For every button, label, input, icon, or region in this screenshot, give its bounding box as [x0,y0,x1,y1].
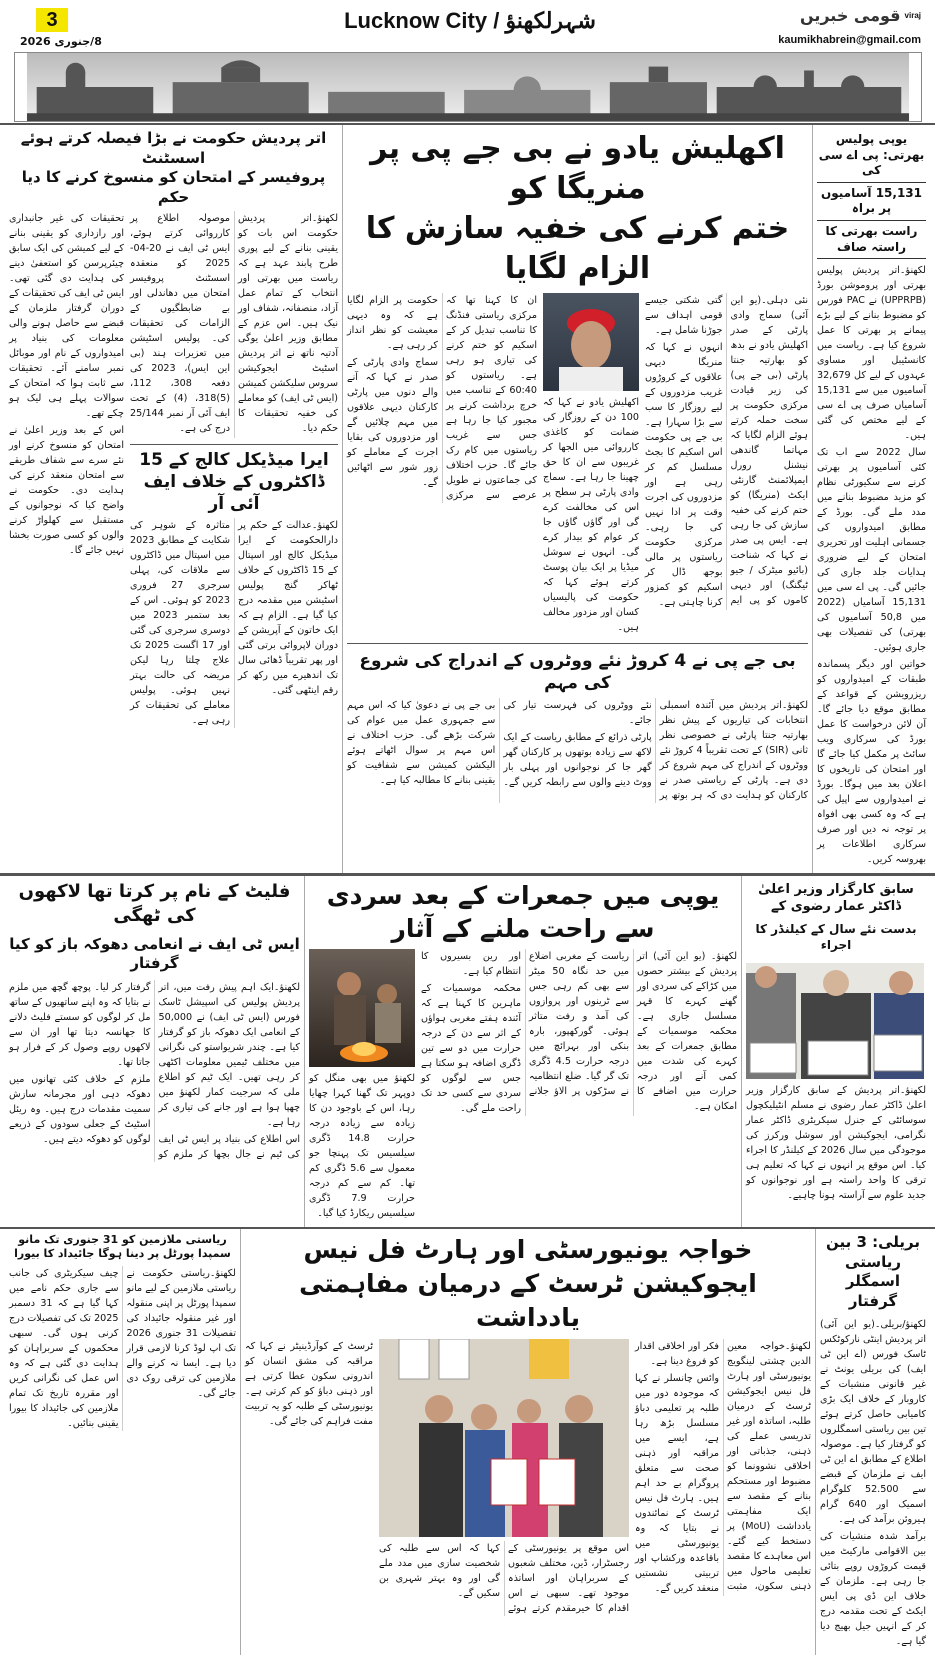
calendar-release-photo [746,963,924,1079]
article-manav-sampada-portal [5,1229,241,1655]
khwaja-photo-block [379,1339,629,1616]
article-khwaja-university-mou [241,1229,816,1655]
issue-date: 8/جنوری 2026 [20,35,102,48]
paragraph: ان کا کہنا تھا کہ مرکزی ریاستی فنڈنگ کا تناسب تبدیل کر کے اسکیم کو ختم کرنے کی تیاری ہو رہی ہے۔ ریاستوں کو 60:40 کے تناسب میں خرچ برداشت کرنے پر مجبور کیا جا رہا ہے جس سے غریب ریاستوں میں کام رک جائے گا۔ حزب اختلاف کی جماعتوں نے طویل عرصے سے مرکزی حکومت پر الزام لگایا ہے کہ وہ دیہی معیشت کو نظر انداز کر رہی ہے۔ [347,295,537,501]
paragraph: لکھنؤ میں بھی منگل کو دوپہر تک گھنا کہرا چھایا رہا، اس کے باوجود دن کا زیادہ سے زیادہ درجہ حرارت 14.8 ڈگری سیلسیس تک پہنچا جو معمول سے 5.6 ڈگری کم تھا۔ کم سے کم درجہ حرارت 7.9 ڈگری سیلسیس ریکارڈ کیا گیا۔ [309,1073,415,1220]
headline-line: سابق کارگزار وزیر اعلیٰ ڈاکٹر عمار رضوی کے [758,882,914,915]
paragraph: تحقیقات کی غیر جانبداری اور رازداری کو یقینی بنانے کے لیے کمیشن کی ایک سابق چیئرپرسن کو استعفیٰ دینے کی ہدایت دی گئی تھی۔ ایس ٹی ایف کی تحقیقات کے دوران گرفتار ملزمان کے قبضے سے حاصل ہونے والی معلومات کی بنیاد پر امیدواروں کے نام اور موبائل نمبر سامنے آئے۔ تحقیقات سے ثابت ہوا کہ امتحان کے سوالات پہلے ہی لیک ہو چکے تھے۔ [9,213,124,419]
article-body [347,698,808,803]
paragraph: سال 2022 سے اب تک کئی آسامیوں پر بھرتی کرنے سے سکیورٹی نظام کو مزید مضبوط بنانے میں مدد ملے گی۔ بورڈ کے مطابق امیدواروں کی جسمانی اہلیت اور تحریری امتحان کے لیے ضروری ہدایات جلد جاری کی جائیں گی۔ پی اے سی میں 15,131 آسامیاں (2022 میں 50,8 آسامیوں کی بھرتی) کی تفصیلات بھی جاری ہوئیں۔ [817,447,927,654]
paragraph: لکھنؤ۔ریاستی حکومت نے ریاستی ملازمین کے لیے مانو سمپدا پورٹل پر اپنی منقولہ اور غیر منقولہ جائیداد کی تفصیلات 31 جنوری 2026 تک اپ لوڈ کرنا لازمی قرار دیا ہے۔ ایسا نہ کرنے والے ملازمین کی ترقی روک دی جائے گی۔ [126,1267,237,1399]
paragraph: متاثرہ کے شوہر کی شکایت کے مطابق 2023 میں اسپتال میں ڈاکٹروں سے ملاقات کی، پہلی سرجری 27 فروری 2023 کو ہوئی۔ اس کے بعد ستمبر 2023 میں دوسری سرجری کی گئی اور 17 اگست 2025 تک علاج چلتا رہا لیکن مریضہ کی حالت بہتر نہیں ہوئی۔ پولیس معاملے کی تحقیقات کر رہی ہے۔ [130,520,231,727]
paragraph: اکھلیش یادو نے کہا کہ 100 دن کے روزگار کی ضمانت کو کاغذی کارروائی میں الجھا کر غریبوں سے ان کا حق چھینا جا رہا ہے۔ سماج وادی پارٹی ہر سطح پر اس کی مخالفت کرے گی اور گاؤں گاؤں جا کر عوام کو بیدار کرے گی۔ انہوں نے سوشل میڈیا پر ایک بیان پوسٹ کرتے ہوئے کہا کہ حکومت کی پالیسیاں کسان اور مزدور مخالف ہیں۔ [543,397,639,633]
article-body [9,211,124,560]
article-body [746,1083,926,1203]
paragraph: برآمد شدہ منشیات کی بین الاقوامی مارکیٹ میں قیمت کروڑوں روپے بتائی جا رہی ہے۔ ملزمان کے خلاف این ڈی پی ایس ایکٹ کے تحت مقدمہ درج کر کے انہیں جیل بھیج دیا گیا ہے۔ [820,1531,926,1648]
bonfire-winter-photo [309,949,415,1067]
headline: یوپی میں جمعرات کے بعد سردی سے راحت ملنے کے آثار [326,881,720,943]
paragraph: لکھنؤ۔اتر پردیش پولیس بھرتی اور پروموشن بورڈ (UPPRPB) نے PAC فورس کو مضبوط بنانے کے لیے بڑے پیمانے پر بھرتی کا عمل شروع کیا ہے۔ ریاست میں کانسٹیبل اور مساوی عہدوں کے لیے کل 32,679 آسامیوں میں سے 15,131 آسامیاں صرف پی اے سی کے لیے مختص کی گئی ہیں۔ [817,265,927,442]
headline-line: پروفیسر کے امتحان کو منسوخ کرنے کا دیا حکم [21,168,326,206]
article-flat-fraud [5,876,305,1227]
headline-line: ایرا میڈیکل کالج کے 15 [139,450,329,470]
article-body [543,395,639,635]
article-body [9,1266,236,1431]
paragraph: لکھنؤ۔اتر پردیش حکومت اس بات کو یقینی بنانے کے لیے پوری طرح پابند عہد ہے کہ ریاست میں بھرتی اور انتخاب کے تمام عمل آزاد، منصفانہ، شفاف اور نیک ہیں۔ اس عزم کے مطابق وزیر اعلیٰ یوگی آدتیہ ناتھ نے اتر پردیش اسٹیٹ ایجوکیشن سروس سلیکشن کمیشن (ایس ٹی ایف) کو معاملے کی خفیہ تحقیقات کا حکم دیا۔ [238,213,338,434]
professor-right-block [130,211,338,728]
headline-line: بریلی: 3 بین ریاستی [825,1233,921,1271]
paragraph: خواتین اور دیگر پسماندہ طبقات کے امیدواروں کو ریزرویشن کے قواعد کے مطابق موقع دیا جائے گا۔ آن لائن درخواست کا عمل بورڈ کی سرکاری ویب سائٹ پر مکمل کیا جائے گا اور امتحان کی تاریخوں کا اعلان بعد میں ہوگا۔ بورڈ نے امیدواروں سے اپیل کی ہے کہ وہ کسی بھی افواہ پر توجہ نہ دیں اور صرف سرکاری اطلاعات پر بھروسہ کریں۔ [817,659,926,866]
headline-line: بدست نئے سال کے کیلنڈر کا اجراء [755,921,917,952]
headline: بی جے پی نے 4 کروڑ نئے ووٹروں کے اندراج کی شروع کی مہم [359,651,796,694]
headline-line: ریاستی ملازمین کو 31 جنوری تک مانو [18,1233,227,1247]
paragraph: لکھنؤ۔عدالت کے حکم پر دارالحکومت کے ایرا میڈیکل کالج اور اسپتال کے 15 ڈاکٹروں کے خلاف ٹھاکر گنج پولیس اسٹیشن میں مقدمہ درج کیا گیا ہے۔ الزام ہے کہ ایک خاتون کے آپریشن کے دوران لاپروائی برتی گئی اور پھر تقریباً ڈھائی سال تک اندھیرے میں رکھ کر رقم اینٹھی گئی۔ [238,520,338,697]
headline-line: 15,131 آسامیوں پر براہ [817,183,926,221]
article-bjp-voter-drive [347,643,808,803]
mou-signing-photo [379,1339,629,1537]
headline: فلیٹ کے نام پر کرتا تھا لاکھوں کی ٹھگی [18,881,291,926]
akhilesh-yadav-photo [543,293,639,391]
article-body [817,263,926,867]
subheadline: ایس ٹی ایف نے انعامی دھوکہ باز کو کیا گرفتار [9,934,300,973]
paragraph: محکمہ موسمیات کے ماہرین کا کہنا ہے کہ آئندہ ہفتے مغربی ہواؤں کے اثر سے دن کے درجہ حرارت میں دو سے تین ڈگری اضافہ ہو سکتا ہے جس سے لوگوں کو سردی سے کسی حد تک راحت ملے گی۔ [421,983,521,1115]
paragraph: پارٹی ذرائع کے مطابق ریاست کے ایک لاکھ سے زیادہ بوتھوں پر کارکنان گھر گھر جا کر نوجوانوں اور پہلی بار ووٹ دینے والوں سے رابطہ کریں گے۔ بی جے پی نے دعویٰ کیا کہ اس مہم سے جمہوری عمل میں عوام کی شرکت بڑھے گی۔ حزب اختلاف نے اس مہم پر سوال اٹھاتے ہوئے الیکشن کمیشن سے شفافیت کو یقینی بنانے کا مطالبہ کیا ہے۔ [347,700,652,789]
paragraph: ریاست کے مغربی اضلاع میں حد نگاہ 50 میٹر سے بھی کم رہی جس سے ٹرینوں اور پروازوں کی آمد و رفت متاثر ہوئی۔ گورکھپور، بارہ بنکی اور بہرائچ میں درجہ حرارت 4.5 ڈگری تک گر گیا۔ ضلع انتظامیہ نے سڑکوں پر الاؤ جلانے اور رین بسیروں کا انتظام کیا ہے۔ [421,951,629,1098]
lucknow-skyline-banner [14,52,922,122]
paragraph: لکھنؤ۔ (یو این آئی) اتر پردیش کے بیشتر حصوں میں کڑاکے کی سردی اور گھنے کہرے کا قہر مسلسل جاری ہے۔ محکمہ موسمیات کے مطابق جمعرات کے بعد کہرے کی شدت میں کمی آنے اور درجہ حرارت میں اضافے کا امکان ہے۔ [637,951,737,1113]
article-ammar-rizvi-calendar [742,876,930,1227]
headline-line: اکھلیش یادو نے بی جے پی پر منریگا کو [370,131,785,206]
middle-section [5,876,930,1227]
paragraph: لکھنؤ۔خواجہ معین الدین چشتی لینگویج یونیورسٹی اور ہارٹ فل نیس ایجوکیشن ٹرسٹ کے درمیان طلبہ، اساتذہ اور غیر تدریسی عملے کی ذہنی، جذباتی اور اخلاقی نشوونما کو مضبوط اور مستحکم بنانے کے مقصد سے ایک مفاہمتی یادداشت (MoU) پر دستخط کیے گئے۔ اس معاہدے کا مقصد تعلیمی ماحول میں ذہنی سکون، مثبت فکر اور اخلاقی اقدار کو فروغ دینا ہے۔ [635,1341,811,1593]
paragraph: سماج وادی پارٹی کے صدر نے کہا کہ آنے والے دنوں میں پارٹی کارکنان دیہی علاقوں میں مہم چلائیں گے اور مزدوروں کی بقایا اجرت کے معاملے کو زور شور سے اٹھائیں گے۔ [347,357,438,488]
logo-text: قومی خبریں [799,6,901,25]
paragraph: ٹرسٹ کے کوآرڈینیٹر نے کہا کہ مراقبہ کی مشق انسان کو اندرونی سکون عطا کرتی ہے اور ذہنی دباؤ کو کم کرتی ہے۔ یونیورسٹی کے طلبہ کو یہ تربیت مفت فراہم کی جائے گی۔ [245,1341,373,1428]
article-body [635,1339,811,1596]
paragraph: لکھنؤ/بریلی۔(یو این آئی) اتر پردیش اینٹی نارکوٹکس ٹاسک فورس (اے این ٹی ایف) کی بریلی یونٹ نے غیر قانونی منشیات کے کاروبار کے خلاف ایک بڑی کامیابی حاصل کرتے ہوئے تین بین ریاستی اسمگلروں کو گرفتار کیا ہے۔ موصولہ اطلاع کے مطابق اے این ٹی ایف نے ملزمان کے قبضے سے 52.500 کلوگرام اسمیک اور 640 گرام ہیروئن برآمد کی ہے۔ [820,1319,926,1526]
headline-line: اسمگلر گرفتار [845,1272,901,1310]
article-police-recruitment [813,125,930,873]
paragraph: اس موقع پر یونیورسٹی کے رجسٹرار، ڈین، مختلف شعبوں کے سربراہان اور اساتذہ موجود تھے۔ سبھی نے اس اقدام کا خیرمقدم کرتے ہوئے کہا کہ اس سے طلبہ کی شخصیت سازی میں مدد ملے گی اور وہ بہتر شہری بن سکیں گے۔ [379,1543,629,1615]
article-body [130,211,338,438]
article-bareilly-smugglers [816,1229,930,1655]
paragraph: لکھنؤ۔ایک اہم پیش رفت میں، اتر پردیش پولیس کی اسپیشل ٹاسک فورس (ایس ٹی ایف) نے 50,000 کے انعامی ایک دھوکہ باز کو گرفتار کیا ہے۔ چندر شریواستو کی نگرانی میں مختلف ٹیمیں معلومات اکٹھی کر رہی تھیں۔ ایک ٹیم کو اطلاع ملی کہ سرجیت کمار لکھنؤ میں چھپا ہوا ہے اور جانے کی تیاری کر رہا ہے۔ [158,981,300,1128]
contact-email: kaumikhabrein@gmail.com [778,34,921,46]
article-body [130,518,338,728]
article-body [820,1317,926,1649]
headline-line: ختم کرنے کی خفیہ سازش کا الزام لگایا [365,211,790,286]
top-section [5,125,930,873]
headline-line: ڈاکٹروں کے خلاف ایف آئی آر [143,472,325,515]
paragraph: لکھنؤ۔اتر پردیش میں آئندہ اسمبلی انتخابات کی تیاریوں کے پیش نظر بھارتیہ جنتا پارٹی نے خصوصی نظر ثانی (SIR) کے تحت تقریباً 4 کروڑ نئے ووٹروں کے اندراج کی مہم شروع کر دی ہے۔ پارٹی کے ریاستی صدر نے کارکنان کو ہدایت دی کہ ہر بوتھ پر نئے ووٹروں کی فہرست تیار کی جائے۔ [503,700,808,802]
article-body [379,1541,629,1616]
article-era-medical-college [130,444,338,728]
paragraph: نئی دہلی۔(یو این آئی) سماج وادی پارٹی کے صدر اکھلیش یادو نے بدھ کو بھارتیہ جنتا پارٹی (بی جے پی) کی زیر قیادت مرکزی حکومت پر سخت حملہ کرتے ہوئے الزام لگایا کہ مہاتما گاندھی نیشنل رورل ایمپلائمنٹ گارنٹی ایکٹ (منریگا) کو ختم کرنے کی خفیہ سازش کی جا رہی ہے۔ ایس پی صدر نے کہا کہ شناخت (بائیو میٹرک / جیو ٹیگنگ) اور دیہی کاموں کو پی ایم گتی شکتی جیسے قومی اہداف سے جوڑنا شامل ہے۔ [645,295,808,606]
paragraph: اس کے بعد وزیر اعلیٰ نے امتحان کو منسوخ کرنے اور نئے سرے سے شفاف طریقے سے امتحان منعقد کرنے کی ہدایت دی۔ حکومت نے واضح کیا کہ نوجوانوں کے مستقبل سے کھلواڑ کرنے والوں کو کسی صورت بخشا نہیں جائے گا۔ [9,425,124,556]
headline-line: یوپی پولیس بھرتی: پی اے سی کی [817,129,926,183]
article-akhilesh-mgnrega [343,125,813,873]
headline-line: سمپدا پورٹل پر دینا ہوگا جائیداد کا بیورا [14,1247,231,1261]
article-up-winter [305,876,742,1227]
page-number: 3 [36,8,68,32]
paragraph: انہوں نے کہا کہ منریگا دیہی علاقوں کے کروڑوں غریب مزدوروں کے لیے روزگار کا سب سے بڑا سہارا ہے۔ بی جے پی حکومت اس اسکیم کا بجٹ مسلسل کم کر رہی ہے اور مزدوروں کی اجرت وقت پر ادا نہیں کی جا رہی۔ مرکزی حکومت ریاستوں پر مالی بوجھ ڈال کر اسکیم کو کمزور کرنا چاہتی ہے۔ [645,342,723,608]
article-body [645,293,808,610]
section-title: Lucknow City / شہرلکھنؤ [344,8,596,33]
winter-photo-block [309,949,415,1223]
paragraph: چیف سیکریٹری کی جانب سے جاری حکم نامے میں کہا گیا ہے کہ 31 دسمبر 2025 تک کی تفصیلات درج کرنی ہوں گی۔ سبھی محکموں کے سربراہان کو ہدایت دی گئی ہے کہ وہ اس عمل کی نگرانی کریں اور مقررہ تاریخ تک تمام ملازمین کی جائیداد کا بیورا یقینی بنائیں۔ [9,1267,119,1429]
paragraph: لکھنؤ۔اتر پردیش کے سابق کارگزار وزیر اعلیٰ ڈاکٹر عمار رضوی نے مسلم انٹیلیکچول سوسائٹی کے جنرل سیکریٹری ڈاکٹر عمار نگرامی، ایجوکیشن اور سوشل ورکرز کی موجودگی میں سال 2026 کے کیلنڈر کا اجراء کیا۔ اس موقع پر انہوں نے کہا کہ تعلیم ہی ترقی کا واحد راستہ ہے اور نوجوانوں کو جدید علوم سے آراستہ ہونا چاہیے۔ [746,1085,926,1202]
headline-line: راست بھرتی کا راستہ صاف [817,221,926,259]
masthead [0,0,935,52]
mosque-logo-icon: viraj [904,11,921,20]
article-body [9,980,300,1162]
article-body [421,949,737,1116]
article-body [245,1339,373,1431]
article-assistant-professor-exam [5,125,343,873]
paragraph: اس اطلاع کی بنیاد پر ایس ٹی ایف کی ٹیم نے جال بچھا کر ملزم کو گرفتار کر لیا۔ پوچھ گچھ میں ملزم نے بتایا کہ وہ اپنے ساتھیوں کے ساتھ مل کر لوگوں کو سستے فلیٹ دلانے کا جھانسہ دیتا تھا اور ان سے لاکھوں روپے وصول کر کے فرار ہو جاتا تھا۔ [9,981,300,1160]
akhilesh-photo-block [543,293,639,637]
article-body [347,293,537,503]
bottom-section [5,1229,930,1655]
headline: خواجہ یونیورسٹی اور ہارٹ فل نیس ایجوکیشن ٹرسٹ کے درمیان مفاہمتی یادداشت [299,1235,757,1333]
newspaper-logo [800,6,921,25]
paragraph: وائس چانسلر نے کہا کہ موجودہ دور میں طلبہ پر تعلیمی دباؤ مسلسل بڑھ رہا ہے، ایسے میں مراقبہ اور ذہنی صحت سے متعلق پروگرام بے حد اہم ہیں۔ ہارٹ فل نیس ٹرسٹ کے نمائندوں نے بتایا کہ وہ یونیورسٹی میں باقاعدہ ورکشاپ اور تربیتی نشستیں منعقد کریں گے۔ [635,1373,719,1595]
headline-line: اتر پردیش حکومت نے بڑا فیصلہ کرتے ہوئے اسسٹنٹ [20,129,327,167]
paragraph: موصولہ اطلاع پر کارروائی کرتے ہوئے، ایس ٹی ایف نے 20-04-2025 کو منعقدہ اسسٹنٹ پروفیسر امتحان میں دھاندلی اور بے ضابطگیوں کے الزامات کی تحقیقات کی۔ پولیس اسٹیشن میں تعزیرات ہند (بی این ایس)، 2023 کی دفعہ 308، 112، (5)318، (4) کے تحت ایف آئی آر نمبر 25/144 درج کی ہے۔ [130,213,230,434]
article-body [309,1071,415,1221]
paragraph: ملزم کے خلاف کئی تھانوں میں دھوکہ دہی اور مجرمانہ سازش سمیت مقدمات درج ہیں۔ وہ ریئل اسٹیٹ کے جعلی سودوں کے ذریعے لوگوں کو دھوکہ دیتے ہیں۔ [9,1073,151,1145]
